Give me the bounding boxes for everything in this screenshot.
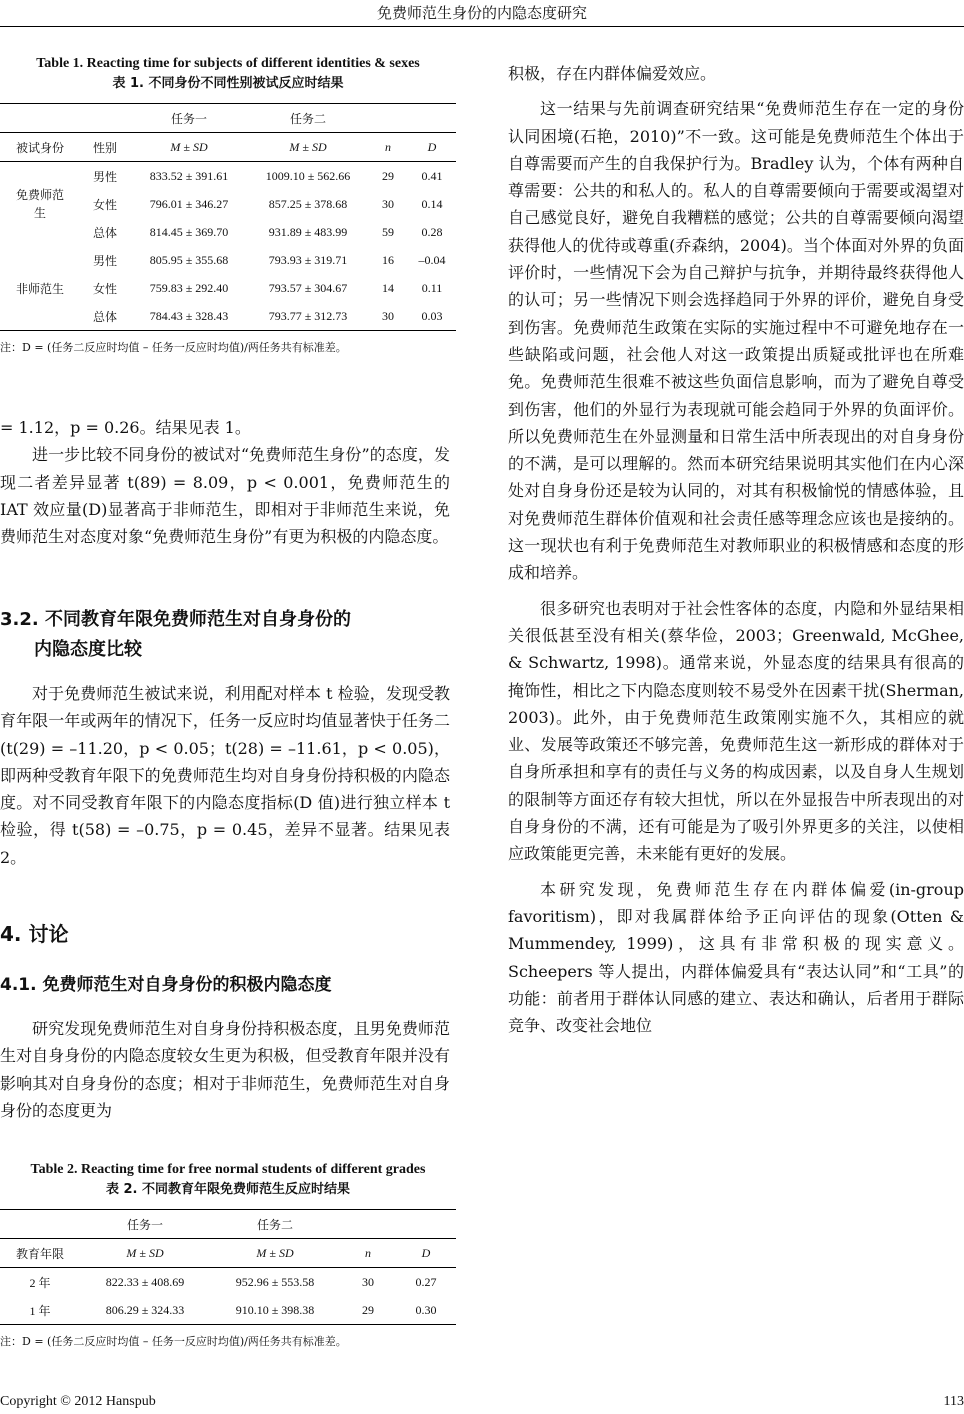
left-paragraph-4: 研究发现免费师范生对自身身份持积极态度，且男免费师范生对自身身份的内隐态度较女生更为积极，但受教育年限并没有影响其对自身身份的态度；相对于非师范生，免费师范生对自身身份的态度更为 [0,1019,450,1120]
table2-header: n [365,1245,371,1260]
table2-caption-en: Table 2. Reacting time for free normal students of different grades [30,1162,426,1177]
table-cell: 男性 [92,253,117,268]
table2-group-task1: 任务一 [126,1217,163,1232]
table-cell: 952.96 ± 553.58 [235,1274,315,1289]
table-cell: 0.28 [421,224,443,239]
table-cell: 0.27 [415,1274,437,1289]
table-row [0,1296,456,1325]
section-3-2-heading [0,605,450,665]
table-cell: 793.57 ± 304.67 [268,280,348,295]
table-cell: 1 年 [29,1303,51,1318]
table-cell: 0.03 [421,308,443,323]
table-cell: 总体 [92,309,117,324]
table-cell: 29 [382,168,394,183]
section-3-2-line1: 3.2. 不同教育年限免费师范生对自身身份的 [0,609,351,630]
table-cell: 857.25 ± 378.68 [268,196,348,211]
table2 [0,1209,456,1325]
table1-group-task1: 任务一 [170,111,207,126]
right-column [508,60,964,1039]
table1-caption-zh: 表 1. 不同身份不同性别被试反应时结果 [112,76,344,91]
table-cell: 806.29 ± 324.33 [105,1302,185,1317]
table-cell: 910.10 ± 398.38 [235,1302,315,1317]
left-paragraph-1: = 1.12，p = 0.26。结果见表 1。 [0,418,251,437]
right-paragraph-2: 这一结果与先前调查研究结果“免费师范生存在一定的身份认同困境(石艳，2010)”不一致。这可能是免费师范生个体出于自尊需要而产生的自我保护行为。Bradley 认为，个体有两种自尊需要：公共的和私人的。私人的自尊需要倾向于需要或渴望对自己感觉良好，避免自我糟糕的感觉；公共的自尊需要倾向渴望获得他人的优待或尊重(乔森纳，2004)。当个体面对外界的负面评价时，一些情况下会为自己辩护与抗争，并期待最终获得他人的认可；另一些情况下则会选择趋同于外界的评价，避免自身受到伤害。免费师范生政策在实际的实施过程中不可避免地存在一些缺陷或问题，社会他人对这一政策提出质疑或批评也在所难免。免费师范生很难不被这些负面信息影响，而为了避免自尊受到伤害，他们的外显行为表现就可能会趋同于外界的负面评价。所以免费师范生在外显测量和日常生活中所表现出的对自身身份的不满，是可以理解的。然而本研究结果说明其实他们在内心深处对自身身份还是较为认同的，对其有积极愉悦的情感体验，且对免费师范生群体价值观和社会责任感等理念应该也是接纳的。这一现状也有利于免费师范生对教师职业的积极情感和态度的形成和培养。 [508,99,964,583]
table-row [0,246,456,274]
table-cell: 总体 [92,225,117,240]
table-cell: 0.14 [421,196,443,211]
table-cell: 2 年 [29,1275,51,1290]
table1-header: M ± SD [170,139,208,154]
table-row [0,162,456,191]
table-cell: 793.93 ± 319.71 [268,252,348,267]
right-paragraph-1: 积极，存在内群体偏爱效应。 [508,64,717,83]
table1-caption-en: Table 1. Reacting time for subjects of different identities & sexes [36,56,420,71]
table-cell: 59 [382,224,394,239]
table2-caption-zh: 表 2. 不同教育年限免费师范生反应时结果 [105,1182,351,1197]
table-cell: 784.43 ± 328.43 [149,308,229,323]
table-cell: 793.77 ± 312.73 [268,308,348,323]
table1-group-task2: 任务二 [289,111,326,126]
table1-header: D [427,139,437,154]
running-header: 免费师范生身份的内隐态度研究 [376,4,587,22]
section-3-2-line2: 内隐态度比较 [34,639,142,660]
header-rule [0,26,964,27]
table-cell: 822.33 ± 408.69 [105,1274,185,1289]
table-cell: 0.30 [415,1302,437,1317]
left-paragraph-3: 对于免费师范生被试来说，利用配对样本 t 检验，发现受教育年限一年或两年的情况下，任务一反应时均值显著快于任务二(t(29) = –11.20，p < 0.05；t(28) = –11.61，p < 0.05)，即两种受教育年限下的免费师范生均对自身身份持积极的内隐态度。对不同受教育年限下的内隐态度指标(D 值)进行独立样本 t 检验，得 t(58) = –0.75，p = 0.45，差异不显著。结果见表 2。 [0,684,450,867]
table-cell: 30 [362,1274,374,1289]
table-cell: 805.95 ± 355.68 [149,252,229,267]
table1-group-label: 非师范生 [15,281,64,296]
table2-caption [0,1162,456,1197]
table1-caption [0,56,456,91]
left-column-2 [0,680,450,871]
table-cell: 931.89 ± 483.99 [268,224,348,239]
left-column [0,414,450,550]
table1-block [0,56,456,355]
table-cell: 14 [382,280,394,295]
table1-header: n [385,139,391,154]
table1-header: 性别 [92,140,117,155]
table2-block [0,1162,456,1349]
table1-header: 被试身份 [15,140,64,155]
table-cell: 30 [382,308,394,323]
right-paragraph-4: 本研究发现，免费师范生存在内群体偏爱(in-group favoritism)，即对我属群体给予正向评估的现象(Otten & Mummendey, 1999)，这具有非常积极的现实意义。Scheepers 等人提出，内群体偏爱具有“表达认同”和“工具”的功能：前者用于群体认同感的建立、表达和确认，后者用于群际竞争、改变社会地位 [508,879,964,1036]
table-cell: 759.83 ± 292.40 [149,280,229,295]
section-4-1-heading: 4.1. 免费师范生对自身身份的积极内隐态度 [0,975,332,995]
right-paragraph-3: 很多研究也表明对于社会性客体的态度，内隐和外显结果相关很低甚至没有相关(蔡华俭，2003；Greenwald, McGhee, & Schwartz, 1998)。通常来说，外显态度的结果具有很高的掩饰性，相比之下内隐态度则较不易受外在因素干扰(Sherman, 2003)。此外，由于免费师范生政策刚实施不久，其相应的就业、发展等政策还不够完善，免费师范生这一新形成的群体对于自身所承担和享有的责任与义务的构成因素，以及自身人生规划的限制等方面还存有较大担忧，所以在外显报告中所表现出的对自身身份的不满，还有可能是为了吸引外界更多的关注，以使相应政策能更完善，未来能有更好的发展。 [508,598,964,864]
table1-group-label: 免费师范生 [15,188,64,220]
left-paragraph-2: 进一步比较不同身份的被试对“免费师范生身份”的态度，发现二者差异显著 t(89) = 8.09，p < 0.001，免费师范生的 IAT 效应量(D)显著高于非师范生，即相对于非师范生来说，免费师范生对态度对象“免费师范生身份”有更为积极的内隐态度。 [0,445,450,547]
footer-page-number: 113 [943,1394,964,1409]
table2-group-task2: 任务二 [256,1217,293,1232]
footer-copyright: Copyright © 2012 Hanspub [0,1394,156,1409]
table2-header: M ± SD [256,1245,294,1260]
table-cell: 29 [362,1302,374,1317]
table-cell: 男性 [92,169,117,184]
table-cell: 0.41 [421,168,443,183]
table-cell: 833.52 ± 391.61 [149,168,229,183]
table2-header: M ± SD [126,1245,164,1260]
left-column-3 [0,1015,450,1124]
table-cell: 0.11 [421,280,443,295]
table-cell: 16 [382,252,394,267]
section-4-heading: 4. 讨论 [0,922,69,946]
table-row [0,1268,456,1297]
table2-note: 注：D = (任务二反应时均值 – 任务一反应时均值)/两任务共有标准差。 [0,1335,347,1348]
table-cell: –0.04 [418,252,446,267]
table-cell: 30 [382,196,394,211]
table1-note: 注：D = (任务二反应时均值 – 任务一反应时均值)/两任务共有标准差。 [0,341,347,354]
table-cell: 女性 [92,281,117,296]
table2-header: 教育年限 [15,1246,64,1261]
table-cell: 女性 [92,197,117,212]
table2-header: D [421,1245,431,1260]
table-cell: 814.45 ± 369.70 [149,224,229,239]
table-cell: 796.01 ± 346.27 [149,196,229,211]
table1-header: M ± SD [289,139,327,154]
table1 [0,103,456,331]
table-cell: 1009.10 ± 562.66 [265,168,351,183]
